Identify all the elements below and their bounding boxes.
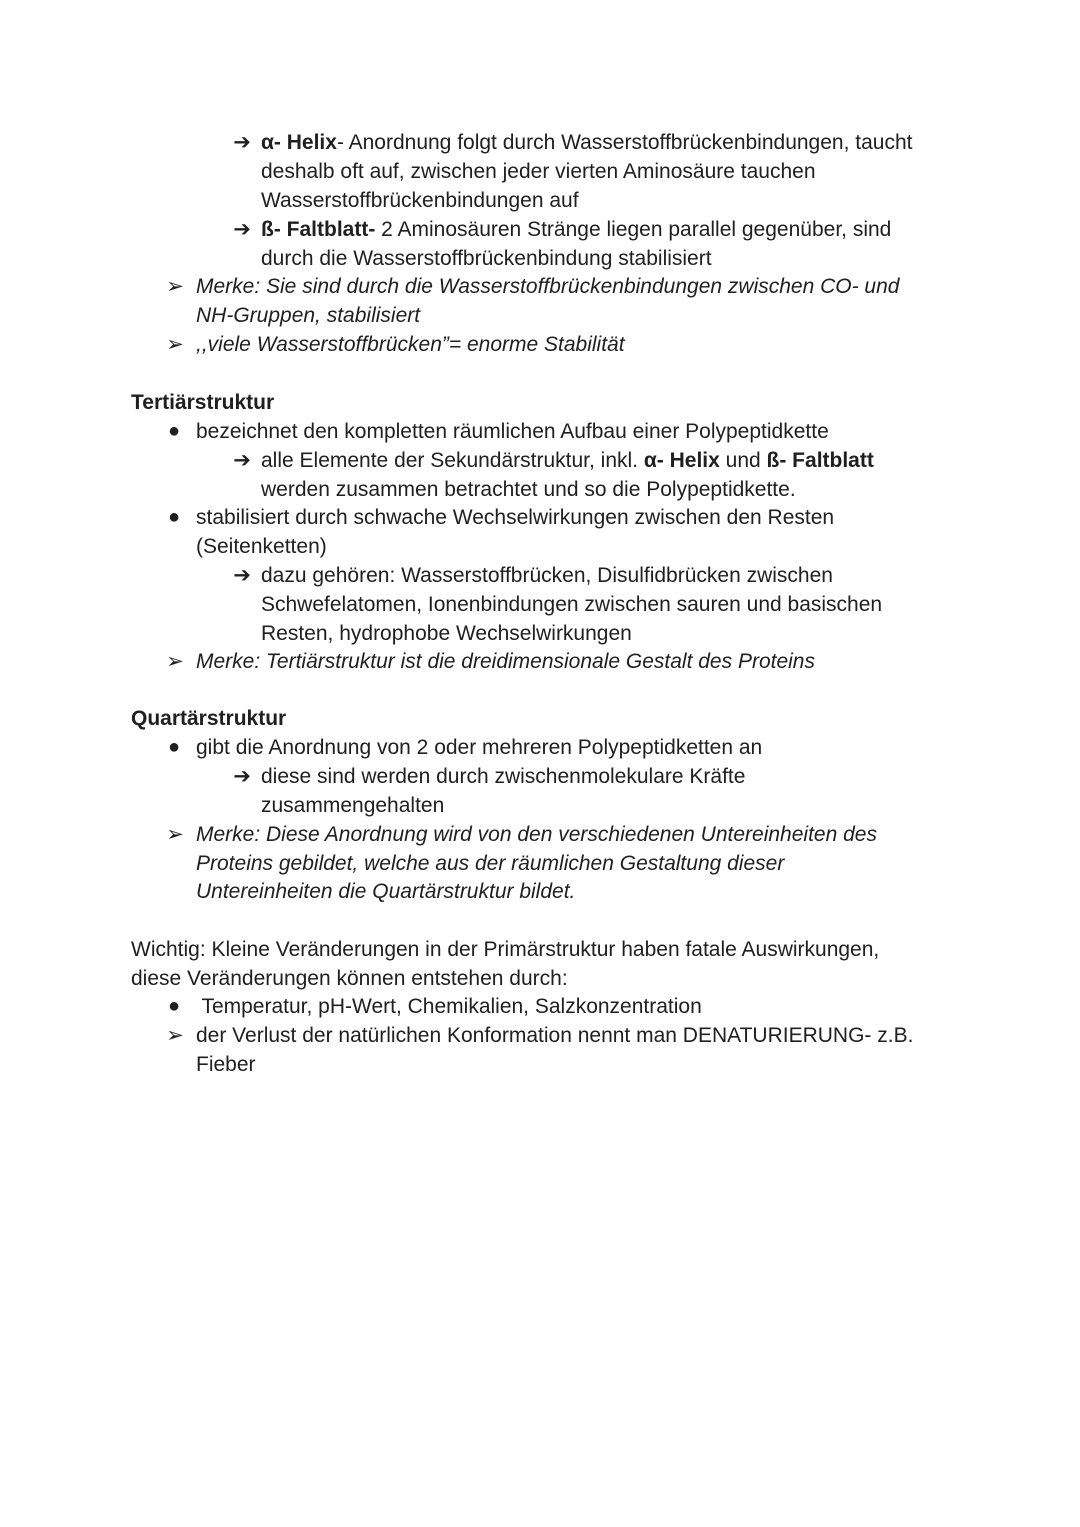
arrow-icon: ➔ [233, 765, 251, 788]
arrow-icon: ➔ [233, 218, 251, 241]
arrow-icon: ➔ [233, 131, 251, 154]
helix-term: α- Helix [261, 131, 337, 154]
bullet-icon: ● [167, 736, 181, 758]
faltblatt-term: ß- Faltblatt- [261, 218, 376, 241]
faltblatt-text: 2 Aminosäuren Stränge liegen parallel gegenüber, sind [375, 218, 892, 241]
chevron-icon: ➢ [166, 823, 184, 846]
helix-term: α- Helix [643, 449, 720, 472]
bullet-icon: ● [167, 995, 181, 1017]
arrow-icon: ➔ [233, 449, 251, 472]
chevron-icon: ➢ [166, 1024, 184, 1047]
helix-text: - Anordnung folgt durch Wasserstoffbrückenbindungen, taucht [336, 131, 913, 154]
bullet-icon: ● [167, 420, 181, 442]
chevron-icon: ➢ [166, 650, 184, 673]
arrow-icon: ➔ [233, 564, 251, 587]
chevron-icon: ➢ [166, 275, 184, 298]
chevron-icon: ➢ [166, 333, 184, 356]
faltblatt-term: ß- Faltblatt [766, 449, 874, 472]
bullet-icon: ● [167, 506, 181, 528]
document-page: ➔ α- Helix- Anordnung folgt durch Wasserstoffbrückenbindungen, taucht deshalb oft auf, zwischen jeder vierten Aminosäure tauchen Wasserstoffbrückenbindungen auf ➔ ß- Faltblatt- 2 Aminosäuren Stränge liegen parallel gegenüber, sind durch die Wasserstoffbrückenbindung stabilisiert ➢ Merke: Sie sind durch die Wasserstoffbrückenbindungen zwischen CO- und NH-Gruppen, stabilisiert ➢ ,,viele Wasserstoffbrücken”= enorme Stabilität Tertiärstruktur ● bezeichnet den kompletten räumlichen Aufbau einer Polypeptidkette ➔ alle Elemente der Sekundärstruktur, inkl. α- Helix und ß- Faltblatt werden zusammen betrachtet und so die Polypeptidkette. ● stabilisiert durch schwache Wechselwirkungen zwischen den Resten (Seitenketten) ➔ dazu gehören: Wasserstoffbrücken, Disulfidbrücken zwischen Schwefelatomen, Ionenbindungen zwischen sauren und basischen Resten, hydrophobe Wechselwirkungen ➢ Merke: Tertiärstruktur ist die dreidimensionale Gestalt des Proteins Quartärstruktur ● gibt die Anordnung von 2 oder mehreren Polypeptidketten an ➔ diese sind werden durch zwischenmolekulare Kräfte zusammengehalten ➢ Merke: Diese Anordnung wird von den verschiedenen Untereinheiten des Proteins gebildet, welche aus der räumlichen Gestaltung dieser Untereinheiten die Quartärstruktur bildet. Wichtig: Kleine Veränderungen in der Primärstruktur haben fatale Auswirkungen, diese Veränderungen können entstehen durch: ● Temperatur, pH-Wert, Chemikalien, Salzkonzentration ➢ der Verlust der natürlichen Konformation nennt man DENATURIERUNG- z.B. Fieber [0, 0, 1080, 1527]
